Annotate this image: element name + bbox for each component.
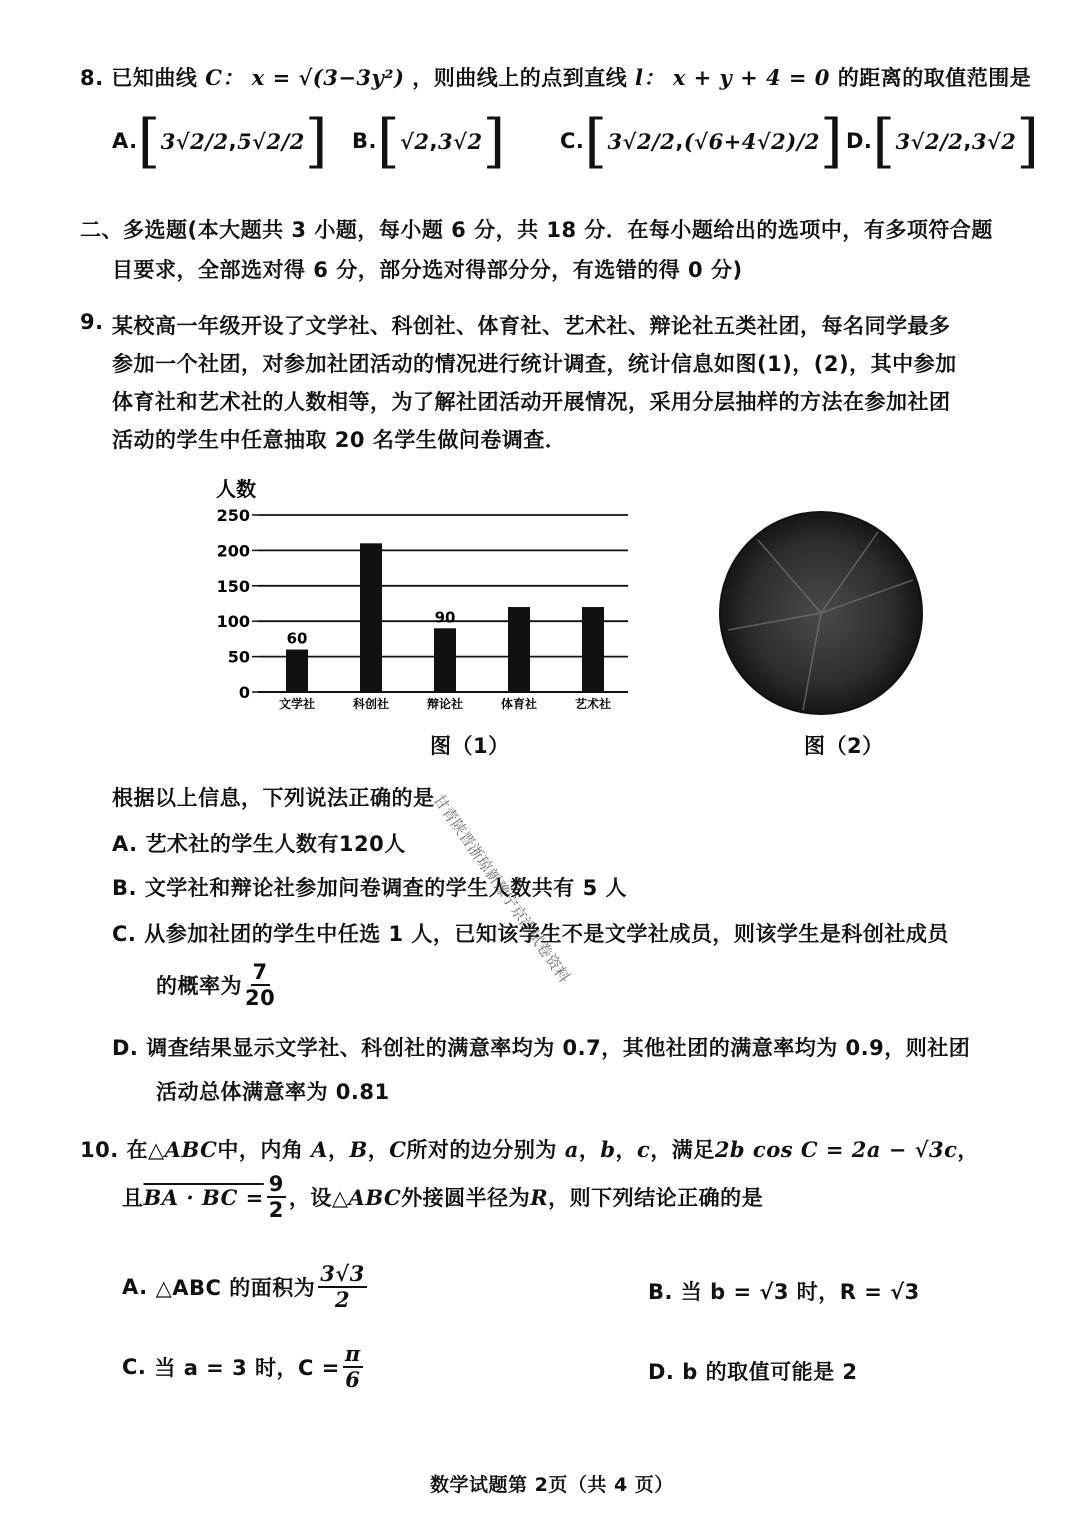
q10-option-a-label: A. bbox=[122, 1275, 148, 1299]
data-label: 90 bbox=[434, 608, 456, 627]
q8-stem-suffix: 的距离的取值范围是 bbox=[837, 66, 1032, 90]
q9-option-b-label: B. bbox=[112, 876, 137, 900]
x-tick-label: 科创社 bbox=[352, 697, 390, 711]
q10-tri-name: ABC bbox=[164, 1137, 218, 1162]
q10-vec-frac-num: 9 bbox=[268, 1172, 284, 1196]
q10-angle-c: C bbox=[389, 1137, 407, 1162]
q9-option-c-text: 从参加社团的学生中任选 1 人，已知该学生不是文学社成员，则该学生是科创社成员 bbox=[144, 922, 949, 946]
q9-option-a bbox=[112, 828, 406, 858]
bar-辩论社 bbox=[434, 628, 456, 692]
y-tick-label: 250 bbox=[216, 506, 250, 525]
q9-option-b bbox=[112, 872, 627, 902]
q10-option-c-text: 当 a = 3 时，C = bbox=[154, 1356, 340, 1380]
q10-vector-product: BA · BC = bbox=[143, 1184, 264, 1210]
q9-option-d-label: D. bbox=[112, 1036, 139, 1060]
q10-text-let: ，设△ bbox=[288, 1186, 349, 1210]
q10-option-c-num: π bbox=[344, 1341, 361, 1366]
q8-curve: C： bbox=[205, 65, 244, 90]
q8-equation: x = √(3−3y²) bbox=[251, 65, 405, 90]
q10-text-angles: 中，内角 bbox=[217, 1138, 304, 1162]
watermark: 甘青陕晋浙琼新豫宁京津试卷资料 bbox=[429, 791, 574, 986]
q10-option-c bbox=[122, 1342, 366, 1392]
q8-option-b-lower: √2 bbox=[400, 128, 430, 154]
q10-option-d-label: D. bbox=[648, 1360, 675, 1384]
q9-option-a-text: 艺术社的学生人数有120人 bbox=[145, 832, 406, 856]
left-bracket-icon: [ bbox=[376, 107, 401, 175]
y-tick-label: 200 bbox=[216, 541, 250, 561]
q9-option-c-frac-num: 7 bbox=[252, 960, 268, 984]
left-bracket-icon: [ bbox=[872, 107, 896, 175]
pie-chart-image bbox=[718, 510, 924, 716]
bar-chart bbox=[200, 470, 650, 720]
q10-option-c-label: C. bbox=[122, 1355, 147, 1379]
chart-xticks bbox=[279, 696, 611, 711]
q10-vec-frac-den: 2 bbox=[268, 1198, 284, 1222]
y-tick-label: 100 bbox=[216, 612, 250, 632]
q8-option-c: C. [ 3√2/2 , (√6+4√2)/2 ] bbox=[560, 107, 844, 175]
q10-angle-a: A bbox=[311, 1137, 328, 1162]
q10-line2 bbox=[122, 1172, 763, 1222]
chart-yticks bbox=[217, 506, 250, 702]
q8-option-b-label: B. bbox=[352, 129, 377, 153]
q8-option-d: D. [ 3√2/2 , 3√2 ] bbox=[846, 107, 1040, 175]
q10-option-b-text: 当 b = √3 时，R = √3 bbox=[680, 1280, 920, 1304]
data-label: 60 bbox=[286, 629, 308, 648]
x-tick-label: 文学社 bbox=[278, 697, 316, 711]
q10-option-c-den: 6 bbox=[345, 1367, 361, 1392]
q9-option-c bbox=[112, 918, 949, 948]
q8-option-d-upper: 3√2 bbox=[971, 128, 1017, 154]
q10-side-a: a bbox=[564, 1137, 579, 1162]
figure2-caption: 图（2） bbox=[804, 734, 884, 758]
q8-option-a-label: A. bbox=[112, 129, 138, 153]
q9-line-1: 某校高一年级开设了文学社、科创社、体育社、艺术社、辩论社五类社团，每名同学最多 bbox=[112, 314, 951, 338]
q10-option-d-text: b 的取值可能是 2 bbox=[682, 1360, 858, 1384]
x-tick-label: 艺术社 bbox=[574, 697, 612, 711]
q9-line-2: 参加一个社团，对参加社团活动的情况进行统计调查，统计信息如图(1)，(2)，其中参加 bbox=[112, 352, 957, 376]
q8-option-c-upper: (√6+4√2)/2 bbox=[683, 128, 821, 154]
q10-option-a-text: △ABC 的面积为 bbox=[155, 1276, 316, 1300]
q8-option-a-lower: 3√2/2 bbox=[160, 128, 229, 154]
q10-option-a-den: 2 bbox=[334, 1287, 351, 1312]
q10-option-a bbox=[122, 1262, 370, 1312]
q9-option-c-prob-text: 的概率为 bbox=[156, 974, 242, 998]
q9-option-b-text: 文学社和辩论社参加问卷调查的学生人数共有 5 人 bbox=[144, 876, 628, 900]
left-bracket-icon: [ bbox=[584, 107, 608, 175]
bar-文学社 bbox=[286, 650, 308, 692]
y-tick-label: 0 bbox=[238, 683, 250, 702]
q10-option-b bbox=[648, 1276, 920, 1306]
x-tick-label: 辩论社 bbox=[426, 697, 464, 711]
q8-stem bbox=[80, 62, 1031, 92]
q9-question: 根据以上信息，下列说法正确的是 bbox=[112, 786, 435, 810]
bar-科创社 bbox=[360, 543, 382, 692]
q9-number: 9. bbox=[80, 310, 104, 334]
q9-option-a-label: A. bbox=[112, 832, 138, 856]
q10-text-sides: 所对的边分别为 bbox=[406, 1138, 557, 1162]
q10-side-b: b bbox=[600, 1137, 616, 1162]
section2-line2: 目要求，全部选对得 6 分，部分选对得部分分，有选错的得 0 分) bbox=[112, 258, 743, 282]
q8-option-a: A. [ 3√2/2 , 5√2/2 ] bbox=[112, 107, 329, 175]
section2-line1: 二、多选题(本大题共 3 小题，每小题 6 分，共 18 分．在每小题给出的选项中，有多项符合题 bbox=[80, 218, 993, 242]
q10-line1: 10. 在△ABC中，内角 A，B，C所对的边分别为 a，b，c，满足2b cos C = 2a − √3c， bbox=[80, 1137, 979, 1162]
q9-option-c-frac-den: 20 bbox=[245, 986, 276, 1010]
q10-radius-r: R bbox=[530, 1184, 549, 1210]
q10-option-a-num: 3√3 bbox=[320, 1261, 365, 1286]
q9-option-d-text: 调查结果显示文学社、科创社的满意率均为 0.7，其他社团的满意率均为 0.9，则社团 bbox=[146, 1036, 971, 1060]
q8-option-a-upper: 5√2/2 bbox=[237, 128, 305, 154]
q8-number: 8. bbox=[80, 66, 104, 90]
q9-line-4: 活动的学生中任意抽取 20 名学生做问卷调查． bbox=[112, 428, 567, 452]
q10-tri-name-2: ABC bbox=[348, 1184, 402, 1210]
q10-text-radius: 外接圆半径为 bbox=[401, 1186, 531, 1210]
chart-ylabel: 人数 bbox=[216, 477, 256, 501]
y-tick-label: 150 bbox=[216, 576, 250, 596]
q10-text-conclusion: ，则下列结论正确的是 bbox=[548, 1186, 764, 1210]
q8-option-b: B. [ √2 , 3√2 ] bbox=[352, 107, 506, 175]
y-tick-label: 50 bbox=[227, 647, 250, 667]
q8-line: l： bbox=[635, 65, 665, 90]
q8-stem-mid: ，则曲线上的点到直线 bbox=[412, 66, 628, 90]
q8-option-b-upper: 3√2 bbox=[438, 128, 483, 154]
q10-text-triangle: 在△ bbox=[126, 1138, 165, 1162]
q10-side-c: c bbox=[637, 1137, 651, 1162]
q9-option-c-line2 bbox=[156, 960, 278, 1010]
q10-option-b-label: B. bbox=[648, 1280, 673, 1304]
bar-体育社 bbox=[508, 607, 530, 692]
right-bracket-icon: ] bbox=[820, 107, 844, 175]
q10-angle-b: B bbox=[349, 1137, 368, 1162]
q8-option-d-lower: 3√2/2 bbox=[895, 128, 964, 154]
q9-option-d-line2: 活动总体满意率为 0.81 bbox=[156, 1080, 390, 1104]
q10-number: 10. bbox=[80, 1138, 119, 1162]
bar-艺术社 bbox=[582, 607, 604, 692]
q9-line-3: 体育社和艺术社的人数相等，为了解社团活动开展情况，采用分层抽样的方法在参加社团 bbox=[112, 390, 951, 414]
q8-line-eq: x + y + 4 = 0 bbox=[672, 65, 830, 90]
q8-option-d-label: D. bbox=[846, 129, 873, 153]
q10-text-and: 且 bbox=[122, 1186, 144, 1210]
q10-text-satisfy: ，满足 bbox=[650, 1138, 715, 1162]
right-bracket-icon: ] bbox=[1016, 107, 1040, 175]
q10-condition: 2b cos C = 2a − √3c bbox=[714, 1137, 958, 1162]
right-bracket-icon: ] bbox=[304, 107, 329, 175]
left-bracket-icon: [ bbox=[137, 107, 161, 175]
figure1-caption: 图（1） bbox=[430, 734, 510, 758]
page-footer: 数学试题第 2页（共 4 页） bbox=[430, 1474, 674, 1496]
q10-option-d bbox=[648, 1356, 858, 1386]
right-bracket-icon: ] bbox=[482, 107, 506, 175]
x-tick-label: 体育社 bbox=[500, 697, 538, 711]
q9-option-d bbox=[112, 1032, 970, 1062]
q8-option-c-lower: 3√2/2 bbox=[607, 128, 676, 154]
q8-stem-prefix: 已知曲线 bbox=[111, 66, 198, 90]
q8-option-c-label: C. bbox=[560, 129, 585, 153]
q9-option-c-label: C. bbox=[112, 922, 137, 946]
